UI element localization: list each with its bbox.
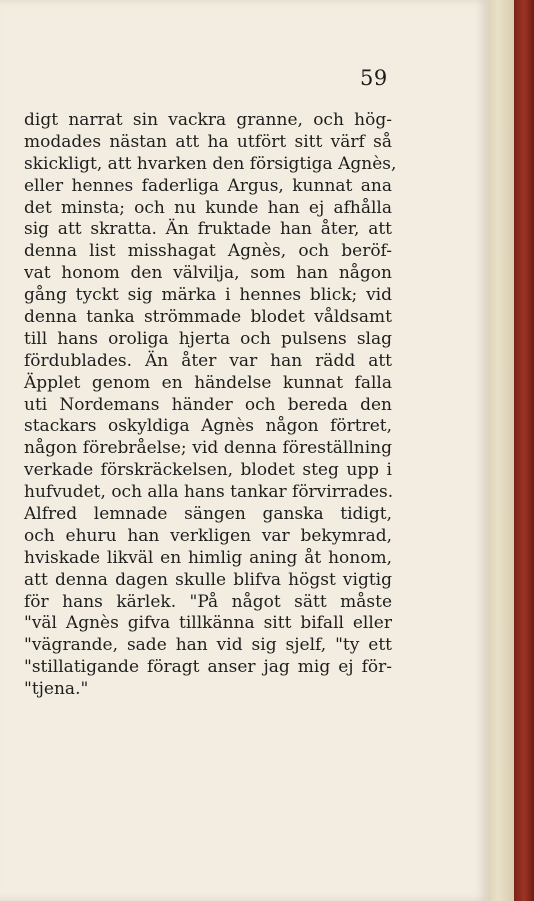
text-line: fördublades. Än åter var han rädd att [24, 350, 392, 371]
text-line: till hans oroliga hjerta och pulsens slag [24, 328, 392, 349]
text-line: sig att skratta. Än fruktade han åter, att [24, 219, 392, 240]
text-line: denna tanka strömmade blodet våldsamt [24, 307, 392, 328]
text-line: gång tyckt sig märka i hennes blick; vid [24, 285, 392, 306]
text-line: eller hennes faderliga Argus, kunnat ana [24, 175, 392, 196]
body-text [24, 110, 397, 701]
text-line: verkade förskräckelsen, blodet steg upp i [24, 460, 392, 481]
text-line: att denna dagen skulle blifva högst vigtig [24, 569, 392, 590]
text-line: uti Nordemans händer och bereda den [24, 394, 392, 415]
text-line: det minsta; och nu kunde han ej afhålla [24, 197, 392, 218]
text-line: någon förebråelse; vid denna föreställning [24, 438, 392, 459]
text-line: hviskade likväl en himlig aning åt honom, [24, 547, 392, 568]
text-line: "tjena." [24, 679, 89, 700]
text-line: digt narrat sin vackra granne, och hög- [24, 110, 392, 130]
text-line: denna list misshagat Agnès, och beröf- [24, 241, 392, 262]
book-cover-spine [514, 0, 534, 901]
text-line: skickligt, att hvarken den försigtiga Agnès, [24, 153, 397, 174]
text-line: "vägrande, sade han vid sig sjelf, "ty ett [24, 635, 392, 656]
text-line: och ehuru han verkligen var bekymrad, [24, 525, 392, 546]
text-line: Äpplet genom en händelse kunnat falla [24, 372, 392, 393]
page-edge [488, 0, 514, 901]
text-line: "väl Agnès gifva tillkänna sitt bifall eller [24, 613, 392, 634]
page-number: 59 [360, 66, 388, 90]
text-line: för hans kärlek. "På något sätt måste [24, 591, 392, 612]
text-line: "stillatigande föragt anser jag mig ej för- [24, 657, 392, 678]
text-line: modades nästan att ha utfört sitt värf så [24, 131, 392, 152]
text-line: hufvudet, och alla hans tankar förvirrades. [24, 482, 394, 503]
text-line: Alfred lemnade sängen ganska tidigt, [24, 504, 392, 525]
text-line: vat honom den välvilja, som han någon [24, 263, 392, 284]
text-line: stackars oskyldiga Agnès någon förtret, [24, 416, 392, 437]
